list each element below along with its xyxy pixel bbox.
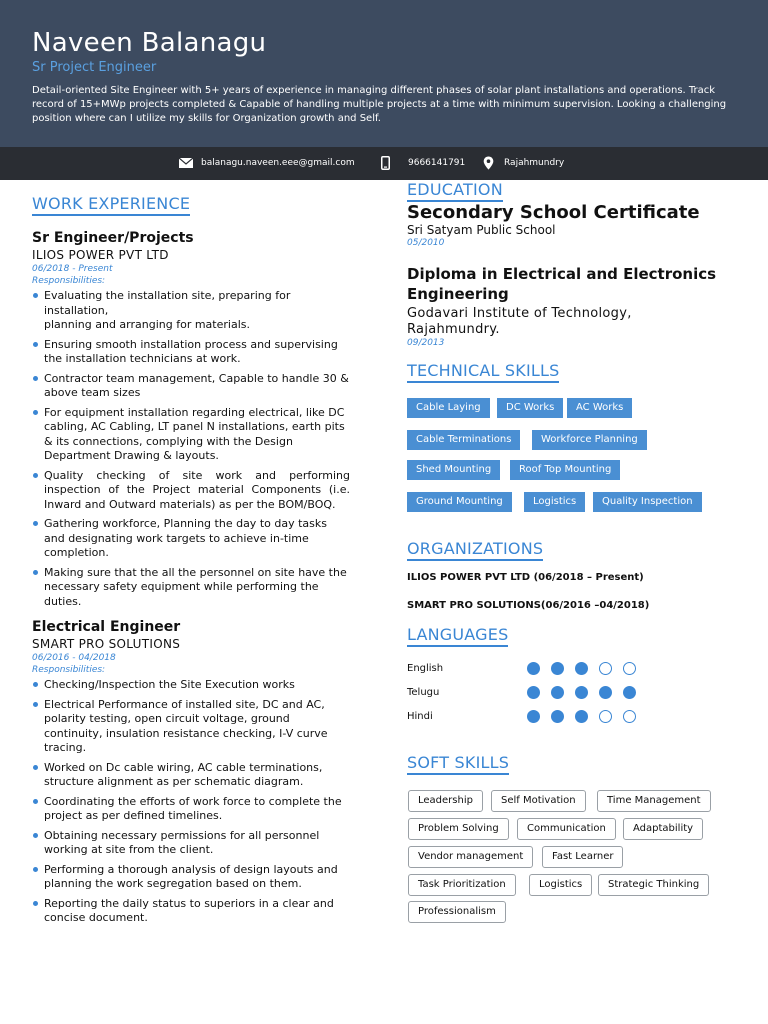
skill-tag: Quality Inspection (593, 492, 702, 512)
candidate-role: Sr Project Engineer (32, 60, 157, 75)
soft-skill-tag: Leadership (408, 790, 483, 812)
rating-dot-filled (551, 710, 564, 723)
rating-dot-filled (551, 686, 564, 699)
skill-tag: Cable Terminations (407, 430, 520, 450)
language-name: Telugu (407, 687, 440, 698)
education-school: Godavari Institute of Technology, Rajahmundry. (407, 306, 632, 337)
job-entry (32, 619, 350, 926)
work-experience-section (32, 194, 350, 931)
job-title: Electrical Engineer (32, 619, 181, 635)
job-dates: 06/2016 - 04/2018 (32, 653, 116, 663)
responsibility-item: Coordinating the efforts of work force to complete the project as per defined timelines. (32, 795, 350, 824)
soft-skill-tag: Professionalism (408, 901, 506, 923)
language-name: English (407, 663, 444, 674)
contact-email[interactable] (179, 155, 355, 171)
contact-bar (0, 147, 768, 180)
education-date: 05/2010 (407, 238, 445, 248)
responsibility-item: Ensuring smooth installation process and supervising the installation technicians at work. (32, 338, 350, 367)
responsibility-item: For equipment installation regarding electrical, like DC cabling, AC Cabling, LT panel N installations, earth pits & its connections, complying with the Design Department Drawing & layouts. (32, 406, 350, 464)
organization-item: SMART PRO SOLUTIONS(06/2016 –04/2018) (407, 600, 650, 611)
rating-dot-filled (599, 686, 612, 699)
organization-item: ILIOS POWER PVT LTD (06/2018 – Present) (407, 572, 644, 583)
responsibility-item: Electrical Performance of installed site, DC and AC, polarity testing, open circuit voltage, ground continuity, insulation resistance checking, I-V curve tracing. (32, 698, 350, 756)
job-company: SMART PRO SOLUTIONS (32, 637, 181, 651)
responsibility-item: Checking/Inspection the Site Execution works (32, 678, 350, 693)
soft-skill-tag: Task Prioritization (408, 874, 516, 896)
skill-tag: Logistics (524, 492, 585, 512)
job-dates: 06/2018 - Present (32, 264, 113, 274)
responsibility-item: Reporting the daily status to superiors in a clear and concise document. (32, 897, 350, 926)
job-title: Sr Engineer/Projects (32, 230, 194, 246)
skill-tag: Shed Mounting (407, 460, 500, 480)
responsibility-item: Gathering workforce, Planning the day to day tasks and designating work targets to achieve in-time completion. (32, 517, 350, 561)
skill-tag: Cable Laying (407, 398, 490, 418)
responsibility-item: Making sure that the all the personnel on site have the necessary safety equipment while performing the duties. (32, 566, 350, 610)
soft-skill-tag: Communication (517, 818, 616, 840)
responsibilities-label: Responsibilities: (32, 276, 106, 286)
envelope-icon (179, 158, 193, 168)
job-company: ILIOS POWER PVT LTD (32, 248, 169, 262)
email-text: balanagu.naveen.eee@gmail.com (201, 158, 355, 168)
soft-skill-tag: Strategic Thinking (598, 874, 709, 896)
education-date: 09/2013 (407, 338, 445, 348)
education-school: Sri Satyam Public School (407, 223, 556, 237)
soft-skill-tag: Vendor management (408, 846, 533, 868)
soft-skill-tag: Adaptability (623, 818, 703, 840)
rating-dot-filled (575, 710, 588, 723)
soft-skill-tag: Logistics (529, 874, 592, 896)
rating-dot-empty (623, 710, 636, 723)
responsibility-item: Quality checking of site work and performing inspection of the Project material Components (i.e. Inward and Outward materials) as per the BOM/BOQ. (32, 469, 350, 513)
responsibility-item: Performing a thorough analysis of design layouts and planning the work segregation based on them. (32, 863, 350, 892)
skill-tag: AC Works (567, 398, 632, 418)
soft-skills-heading: SOFT SKILLS (407, 754, 509, 775)
responsibilities-label: Responsibilities: (32, 665, 106, 675)
candidate-name: Naveen Balanagu (32, 28, 267, 58)
education-degree: Diploma in Electrical and Electronics Engineering (407, 265, 717, 303)
responsibility-list (32, 289, 350, 609)
location-text: Rajahmundry (504, 158, 565, 168)
resume-header (0, 0, 768, 147)
rating-dot-filled (527, 710, 540, 723)
location-pin-icon (483, 156, 494, 170)
skill-tag: Ground Mounting (407, 492, 512, 512)
phone-text: 9666141791 (408, 158, 466, 168)
skill-tag: DC Works (497, 398, 563, 418)
job-entry (32, 230, 350, 609)
rating-dot-filled (551, 662, 564, 675)
responsibility-item: Contractor team management, Capable to handle 30 & above team sizes (32, 372, 350, 401)
responsibility-item: Worked on Dc cable wiring, AC cable terminations, structure alignment as per schematic diagram. (32, 761, 350, 790)
rating-dot-filled (623, 686, 636, 699)
skill-tag: Workforce Planning (532, 430, 647, 450)
education-heading: EDUCATION (407, 181, 503, 202)
contact-location (483, 155, 564, 171)
organizations-heading: ORGANIZATIONS (407, 540, 543, 561)
soft-skill-tag: Self Motivation (491, 790, 586, 812)
technical-skills-heading: TECHNICAL SKILLS (407, 362, 559, 383)
rating-dot-empty (599, 710, 612, 723)
responsibility-item: Obtaining necessary permissions for all personnel working at site from the client. (32, 829, 350, 858)
soft-skill-tag: Problem Solving (408, 818, 509, 840)
profile-summary: Detail-oriented Site Engineer with 5+ years of experience in managing different phases of solar plant installations and operations. Track record of 15+MWp projects completed & Capable of handling multiple projects at a time with minimum supervision. Looking a challenging position where can I utilize my skills for Organization growth and Self. (32, 85, 727, 124)
rating-dot-filled (575, 662, 588, 675)
soft-skill-tag: Fast Learner (542, 846, 623, 868)
skill-tag: Roof Top Mounting (510, 460, 620, 480)
education-degree: Secondary School Certificate (407, 202, 700, 223)
phone-icon (381, 156, 390, 170)
responsibility-item: Evaluating the installation site, preparing for installation, planning and arranging for materials. (32, 289, 350, 333)
language-name: Hindi (407, 711, 433, 722)
rating-dot-filled (527, 686, 540, 699)
rating-dot-empty (599, 662, 612, 675)
right-column (407, 180, 737, 348)
languages-heading: LANGUAGES (407, 626, 508, 647)
rating-dot-filled (527, 662, 540, 675)
contact-phone[interactable] (381, 155, 465, 171)
rating-dot-empty (623, 662, 636, 675)
rating-dot-filled (575, 686, 588, 699)
work-experience-heading: WORK EXPERIENCE (32, 195, 190, 216)
soft-skill-tag: Time Management (597, 790, 711, 812)
responsibility-list (32, 678, 350, 926)
education-section (407, 180, 737, 348)
